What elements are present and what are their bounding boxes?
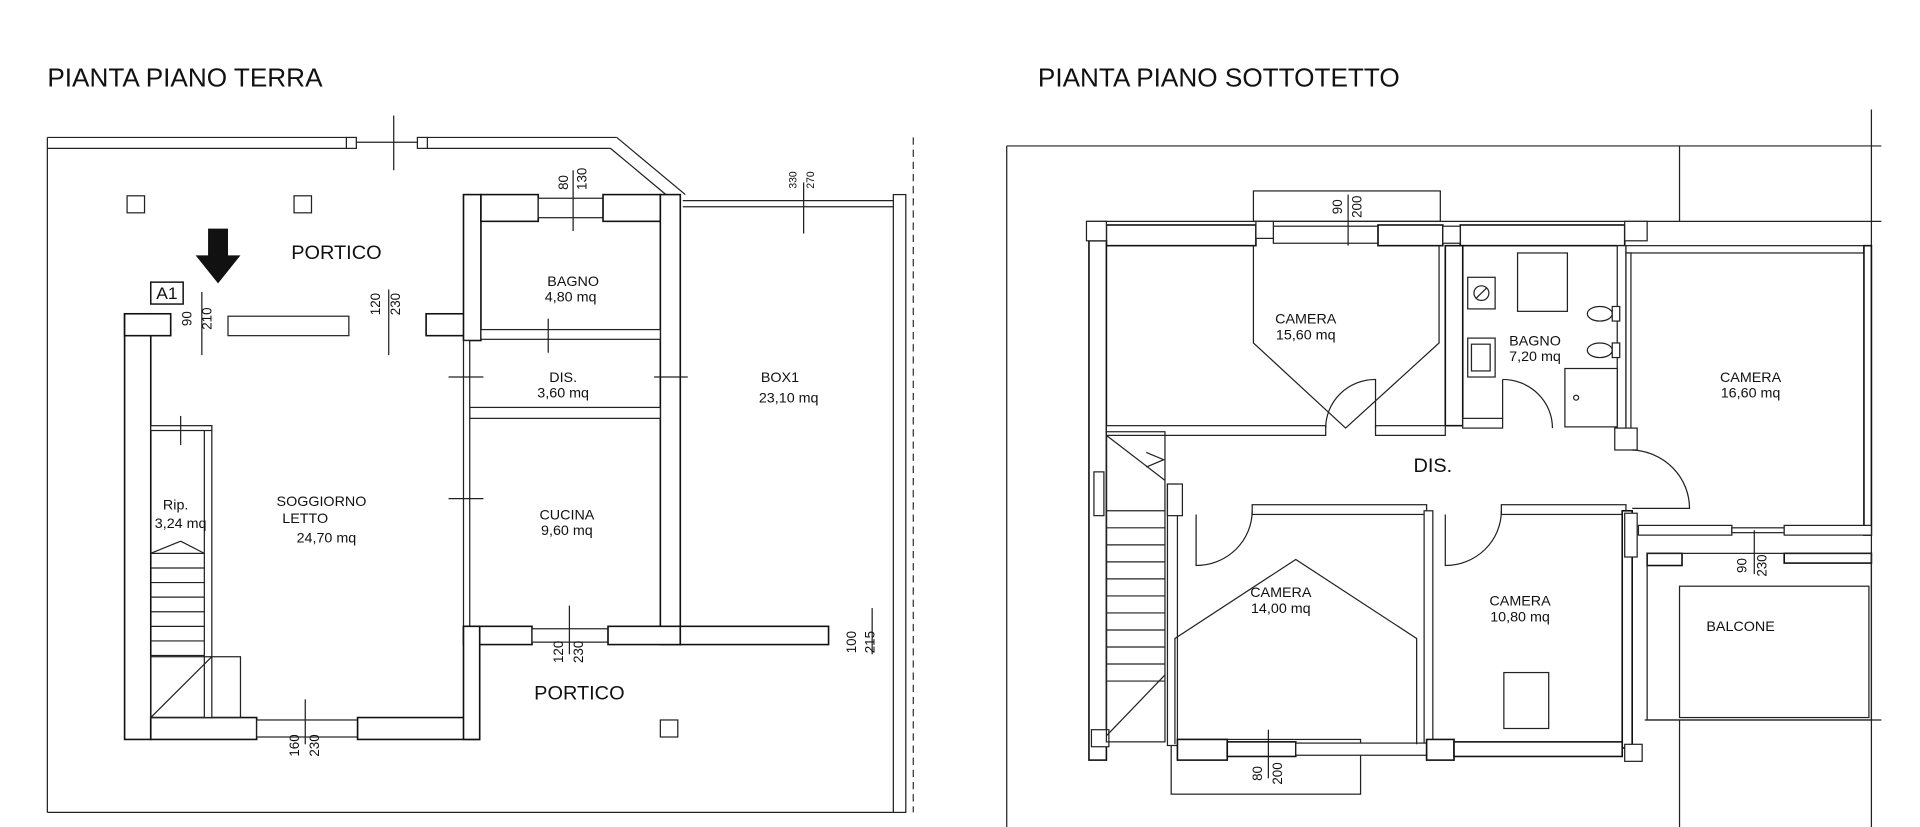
opening-height: 230	[387, 292, 403, 316]
room-area-soggiorno: 24,70 mq	[296, 529, 357, 546]
room-name-dis: DIS.	[1413, 455, 1453, 477]
opening-width: 80	[555, 174, 572, 190]
toilet-icon	[1587, 343, 1612, 358]
stair-arrow	[151, 541, 181, 553]
bidet-icon	[1587, 306, 1612, 321]
boundary-line	[617, 137, 686, 194]
pillar	[1094, 472, 1104, 516]
partition-wall	[204, 426, 211, 718]
attic-staircase	[1106, 432, 1165, 742]
stair-diagonal	[1106, 435, 1165, 480]
wall-segment	[1427, 739, 1454, 760]
stair-landing	[151, 657, 241, 718]
window	[1732, 528, 1784, 533]
room-area-cucina: 9,60 mq	[541, 522, 593, 539]
wall-segment	[1227, 742, 1296, 757]
partition-wall	[1501, 505, 1626, 515]
entrance-arrow-icon	[196, 229, 241, 284]
wall-segment	[1784, 525, 1871, 535]
wall-segment	[426, 314, 467, 336]
room-name-box1: BOX1	[760, 369, 800, 385]
boundary-line	[611, 148, 671, 198]
attic-bathroom-fixtures	[1468, 253, 1620, 729]
room-area-dis: 3,60 mq	[537, 384, 590, 401]
wall-segment	[151, 718, 257, 740]
wall-segment	[1106, 225, 1256, 246]
wall-segment	[1626, 246, 1864, 253]
pillar	[1625, 221, 1647, 240]
room-name-balcone: BALCONE	[1706, 618, 1775, 635]
partition-wall	[481, 330, 660, 340]
wall-segment	[1864, 246, 1871, 535]
partition-wall	[1106, 426, 1325, 436]
opening-height: 210	[199, 307, 215, 330]
pillar	[1167, 484, 1182, 516]
bidet-tank	[1612, 306, 1619, 321]
room-area-box1: 23,10 mq	[758, 389, 819, 406]
stair-arrow	[181, 541, 205, 553]
toilet-tank	[1612, 343, 1619, 358]
partition-wall	[1252, 505, 1426, 515]
wall-segment	[1445, 246, 1462, 426]
ground-dimension-marks	[181, 167, 872, 744]
room-name-portico: PORTICO	[291, 242, 382, 264]
pillar	[1625, 744, 1642, 761]
window	[228, 316, 349, 335]
partition-wall	[463, 341, 469, 627]
wall-segment	[463, 195, 480, 341]
opening-height: 200	[1269, 762, 1285, 785]
wall-segment	[1784, 553, 1871, 563]
wall-segment	[1454, 742, 1622, 757]
stair-outline	[1106, 432, 1165, 742]
room-area-bagno: 7,20 mq	[1509, 348, 1561, 365]
ground-opening-labels	[180, 168, 878, 757]
wall-segment	[358, 718, 480, 740]
opening-height: 230	[1754, 554, 1770, 577]
window	[1296, 743, 1427, 755]
room-name-ripostiglio: Rip.	[162, 496, 189, 513]
room-name-bagno: BAGNO	[1509, 332, 1561, 349]
balcony-outline	[1647, 553, 1871, 720]
room-area-camera: 14,00 mq	[1250, 600, 1311, 616]
opening-height: 230	[306, 734, 322, 757]
opening-width: 120	[550, 640, 567, 664]
stair-direction-arrow-icon	[1146, 452, 1163, 467]
pillar	[294, 196, 311, 213]
pillar	[1086, 221, 1106, 240]
opening-width: 160	[286, 734, 302, 757]
shower-tray	[1518, 253, 1568, 311]
opening-width: 80	[1249, 766, 1266, 781]
room-name-camera: CAMERA	[1719, 369, 1782, 385]
stair-diagonal	[151, 657, 212, 718]
opening-width: 330	[788, 171, 800, 189]
partition-wall	[1463, 418, 1503, 428]
shower-box	[1565, 369, 1617, 427]
boundary-post	[417, 137, 427, 148]
wall-segment	[481, 195, 538, 222]
stair-diagonal	[1106, 675, 1165, 736]
room-area-bagno: 4,80 mq	[544, 288, 597, 305]
room-name-bagno: BAGNO	[547, 272, 599, 289]
room-name-portico-bottom: PORTICO	[534, 682, 625, 705]
door-swing	[1326, 379, 1376, 428]
wall-segment	[680, 626, 828, 644]
wall-segment	[1647, 553, 1682, 565]
room-name-camera: CAMERA	[1250, 584, 1312, 601]
partition-wall	[1167, 484, 1177, 745]
balcony-railing	[1680, 586, 1869, 717]
door-swing	[1503, 379, 1553, 428]
box-right-wall	[893, 195, 905, 813]
room-area-camera: 15,60 mq	[1275, 326, 1336, 343]
wall-segment	[125, 314, 171, 336]
wall-segment	[1177, 739, 1227, 760]
opening-width: 90	[179, 311, 195, 327]
ground-staircase	[151, 541, 241, 717]
wall-segment	[1638, 525, 1731, 535]
partition-wall	[1424, 511, 1433, 748]
wall-segment	[660, 195, 680, 645]
opening-height: 130	[574, 167, 590, 190]
wall-segment	[1460, 225, 1624, 246]
wall-segment	[603, 195, 660, 222]
attic-floor-title: PIANTA PIANO SOTTOTETTO	[1037, 64, 1400, 93]
opening-width: 90	[1329, 199, 1345, 215]
room-name-camera: CAMERA	[1489, 592, 1551, 609]
room-name-letto: LETTO	[282, 510, 329, 526]
pillar	[127, 196, 144, 213]
room-name-cucina: CUCINA	[539, 506, 595, 523]
pillar	[1256, 221, 1273, 238]
pillar	[1625, 513, 1637, 557]
opening-projection	[1253, 191, 1440, 221]
furniture-block	[1504, 673, 1549, 729]
door-swing	[1445, 511, 1501, 566]
boundary-post	[346, 137, 356, 148]
opening-width: 100	[843, 630, 859, 654]
room-area-ripostiglio: 3,24 mq	[154, 514, 207, 531]
ground-floor-title: PIANTA PIANO TERRA	[47, 64, 323, 93]
wall-segment	[125, 314, 151, 740]
room-name-dis: DIS.	[549, 369, 578, 385]
attic-floor-plan	[1007, 65, 1882, 827]
opening-width: 120	[367, 292, 383, 316]
opening-height: 270	[805, 171, 817, 189]
wall-segment	[608, 626, 680, 644]
room-name-camera: CAMERA	[1275, 310, 1337, 327]
partition-wall	[470, 407, 661, 418]
door-swing	[1632, 450, 1689, 508]
room-area-camera: 16,60 mq	[1720, 384, 1781, 401]
wall-segment	[1378, 225, 1443, 246]
pillar	[660, 720, 677, 737]
partition-wall	[1626, 253, 1631, 429]
opening-height: 200	[1349, 195, 1365, 218]
window	[538, 198, 603, 217]
partition-wall	[1617, 246, 1626, 428]
opening-height: 215	[862, 630, 878, 654]
room-name-soggiorno: SOGGIORNO	[276, 493, 367, 509]
opening-width: 90	[1734, 558, 1750, 573]
door-swing	[1196, 511, 1252, 566]
entrance-marker-label: A1	[156, 283, 178, 304]
pillar	[1443, 226, 1460, 243]
window	[1273, 226, 1378, 243]
wall-segment	[463, 626, 479, 739]
partition-wall	[1376, 426, 1446, 436]
entrance-marker	[151, 229, 241, 304]
room-area-camera: 10,80 mq	[1490, 608, 1550, 625]
ground-floor-plan	[47, 65, 913, 813]
pillar	[1615, 428, 1637, 450]
opening-height: 230	[570, 640, 587, 664]
ground-walls	[125, 195, 829, 740]
